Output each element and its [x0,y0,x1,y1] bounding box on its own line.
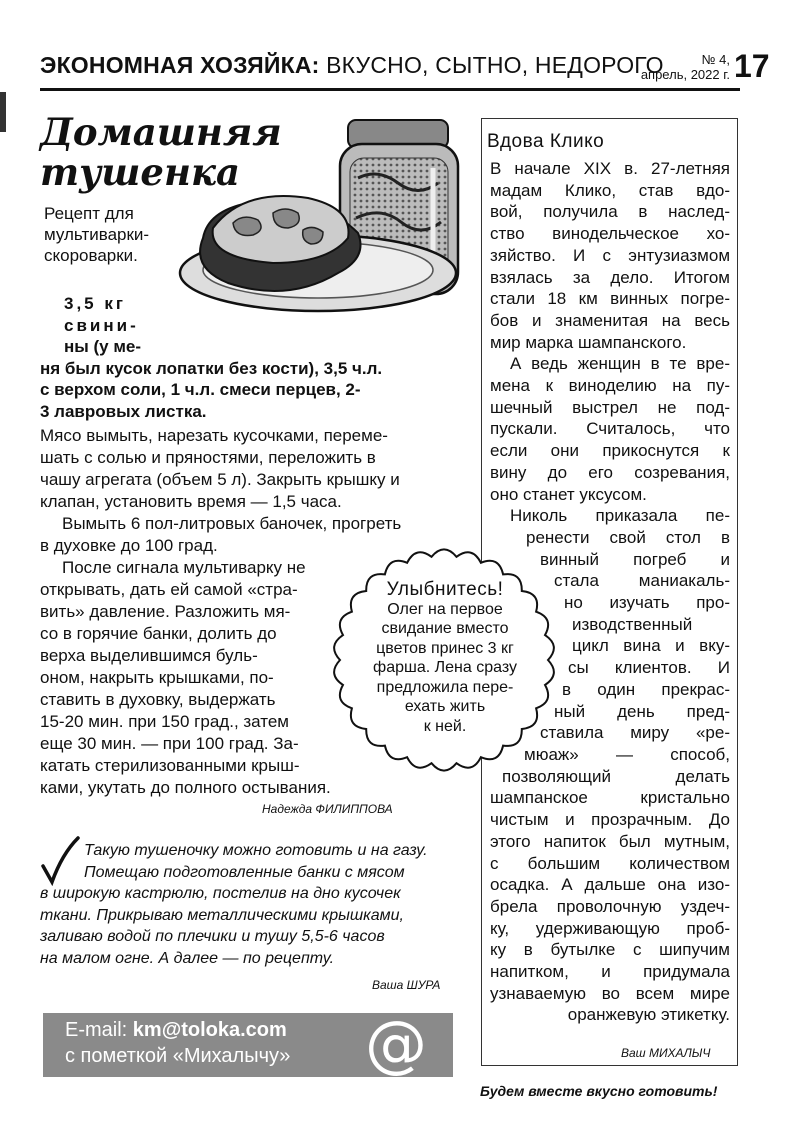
tip-line: Такую тушеночку можно готовить и на газу. [84,842,428,859]
section-title [40,52,664,79]
sidebar-line: ставила миру «ре- [540,723,730,743]
sidebar-title: Вдова Клико [487,131,605,152]
sidebar-line: ку, удерживающую проб- [490,918,730,938]
text-line: со в горячие банки, долить до [40,624,277,643]
text-line: Мясо вымыть, нарезать кусочками, переме- [40,426,388,445]
joke-line: ехать жить [404,698,486,715]
text-line: шать с солью и пряностями, переложить в [40,448,376,467]
sidebar-line: вой, получила в наслед- [490,202,730,222]
paragraph-1 [40,425,460,513]
sidebar-line: мадам Клико, став вдо- [490,180,730,200]
sidebar-line: ку в бутылке с шипучим [490,940,730,960]
text-line: 15-20 мин. при 150 град., затем [40,712,289,731]
sidebar-line: изводственный [572,614,693,634]
page-number: 17 [734,48,770,84]
article-signature: Надежда ФИЛИППОВА [262,802,393,816]
tip-line: заливаю водой по плечики и тушу 5,5-6 часов [40,928,385,945]
sidebar-line: В начале XIX в. 27-летняя [490,159,730,178]
sidebar-line: позволяющий делать [502,766,730,786]
joke-text [345,580,545,736]
sidebar-line: ный день пред- [554,701,730,721]
text-line: ками, укутать до полного остывания. [40,778,331,797]
sidebar-line: ство винодельческое хо- [490,224,730,244]
ingredients-line: с верхом соли, 1 ч.л. смеси перцев, 2- [40,380,361,399]
sidebar-line: мир марка шампанского. [490,332,687,352]
ingredients-line: свини- [64,315,139,335]
sidebar-line: узнаваемую во всем мире [490,983,730,1003]
sidebar-line: стали 18 км винных погре- [490,289,730,309]
email-label: E-mail: [65,1019,133,1041]
tip-line: Помещаю подготовленные банки с мясом [84,863,405,881]
subtitle-line: мультиварки- [44,225,150,244]
issue-date: апрель, 2022 г. [640,67,730,82]
joke-line: свидание вместо [381,620,509,637]
sidebar-line: с большим количеством [490,853,730,873]
issue-number: № 4, [701,52,730,67]
ingredients-line: ня был кусок лопатки без кости), 3,5 ч.л. [40,358,383,378]
article-title-line: Домашняя [40,110,282,154]
sidebar-line: оно станет уксусом. [490,484,647,504]
text-line: в духовке до 100 град. [40,536,218,555]
header-divider [40,88,740,91]
sidebar-line: винный погреб и [540,549,730,569]
ingredients [40,293,454,422]
text-line: После сигнала мультиварку не [62,558,306,577]
text-line: Вымыть 6 пол-литровых баночек, прогреть [62,514,402,533]
text-line: открывать, дать ей самой «стра- [40,580,298,599]
sidebar-line: этого напиток был мутным, [490,831,730,851]
edge-marker [0,92,6,132]
sidebar-line: стала маниакаль- [554,571,730,591]
text-line: вить» давление. Разложить мя- [40,602,291,621]
section-title-rest: ВКУСНО, СЫТНО, НЕДОРОГО [319,52,664,78]
sidebar-line: сы клиентов. И [568,658,730,678]
tip-signature: Ваша ШУРА [372,978,441,992]
at-sign-icon: @ [365,1007,427,1080]
email-note: с пометкой «Михалычу» [65,1045,291,1067]
sidebar-line: шампанское кристально [490,788,730,808]
sidebar-line: Николь приказала пе- [510,506,730,526]
email-line [65,1019,287,1042]
sidebar-line: но изучать про- [564,593,730,613]
joke-line: Олег на первое [387,600,503,618]
sidebar-line: если они прикоснутся к [490,441,730,461]
sidebar-line: А ведь женщин в те вре- [510,354,730,374]
ingredients-line: 3 лавровых листка. [40,401,207,421]
page-footer: Будем вместе вкусно готовить! [480,1083,718,1099]
sidebar-line: в один прекрас- [562,679,730,699]
reader-tip [40,840,460,969]
text-line: верха выделившимся буль- [40,646,258,665]
sidebar-line: мена к виноделию на пу- [490,376,730,396]
text-line: чашу агрегата (объем 5 л). Закрыть крышку и [40,470,400,489]
text-line: катать стерилизованными крыш- [40,756,300,775]
text-line: оном, накрыть крышками, по- [40,668,274,687]
sidebar-line: ренести свой стол в [526,527,730,547]
contact-box [43,1007,453,1080]
sidebar-line: вину до его созревания, [490,462,730,482]
article-title-line: тушенка [40,150,240,194]
sidebar-line: взялась за дело. Итогом [490,267,730,287]
tip-line: на малом огне. А далее — по рецепту. [40,949,335,967]
sidebar-line: пускали. Считалось, что [490,419,730,439]
sidebar-line: брела проволочную уздеч- [490,896,730,916]
tip-line: ткани. Прикрываю металлическими крышками, [40,906,404,924]
joke-line: фарша. Лена сразу [373,659,517,676]
text-line: ставить в духовку, выдержать [40,690,276,709]
ingredients-line: ны (у ме- [64,337,142,356]
issue-info [640,52,730,82]
joke-line: к ней. [423,717,467,735]
joke-line: цветов принес 3 кг [376,639,514,657]
page-header [40,48,770,90]
section-title-bold: ЭКОНОМНАЯ ХОЗЯЙКА: [40,52,320,78]
sidebar-line: шечный выстрел не под- [490,397,730,417]
sidebar-line: осадка. А дальше она изо- [490,875,730,895]
sidebar-line: зяйство. И с энтузиазмом [490,245,730,265]
sidebar-line: чистым и прозрачным. До [490,810,730,830]
sidebar-line: напитком, и придумала [490,962,730,982]
text-line: клапан, установить время — 1,5 часа. [40,492,342,511]
sidebar-signature: Ваш МИХАЛЫЧ [621,1046,711,1060]
text-line: еще 30 мин. — при 100 град. За- [40,734,299,753]
joke-line: предложила пере- [376,678,514,696]
subtitle-line: Рецепт для [44,204,134,223]
article-subtitle [44,203,149,266]
email-address-link[interactable]: km@toloka.com [132,1019,287,1041]
ingredients-line: 3,5 кг [64,294,126,313]
sidebar-line: бов и знаменитая на весь [490,310,730,330]
tip-line: в широкую кастрюлю, постелив на дно кусочек [40,885,401,902]
sidebar-line: цикл вина и вку- [572,636,730,656]
sidebar-line: оранжевую этикетку. [567,1005,730,1025]
sidebar-line: мюаж» — способ, [524,744,730,764]
subtitle-line: скороварки. [44,246,138,265]
stew-illustration [178,108,478,318]
joke-title: Улыбнитесь! [386,579,504,600]
